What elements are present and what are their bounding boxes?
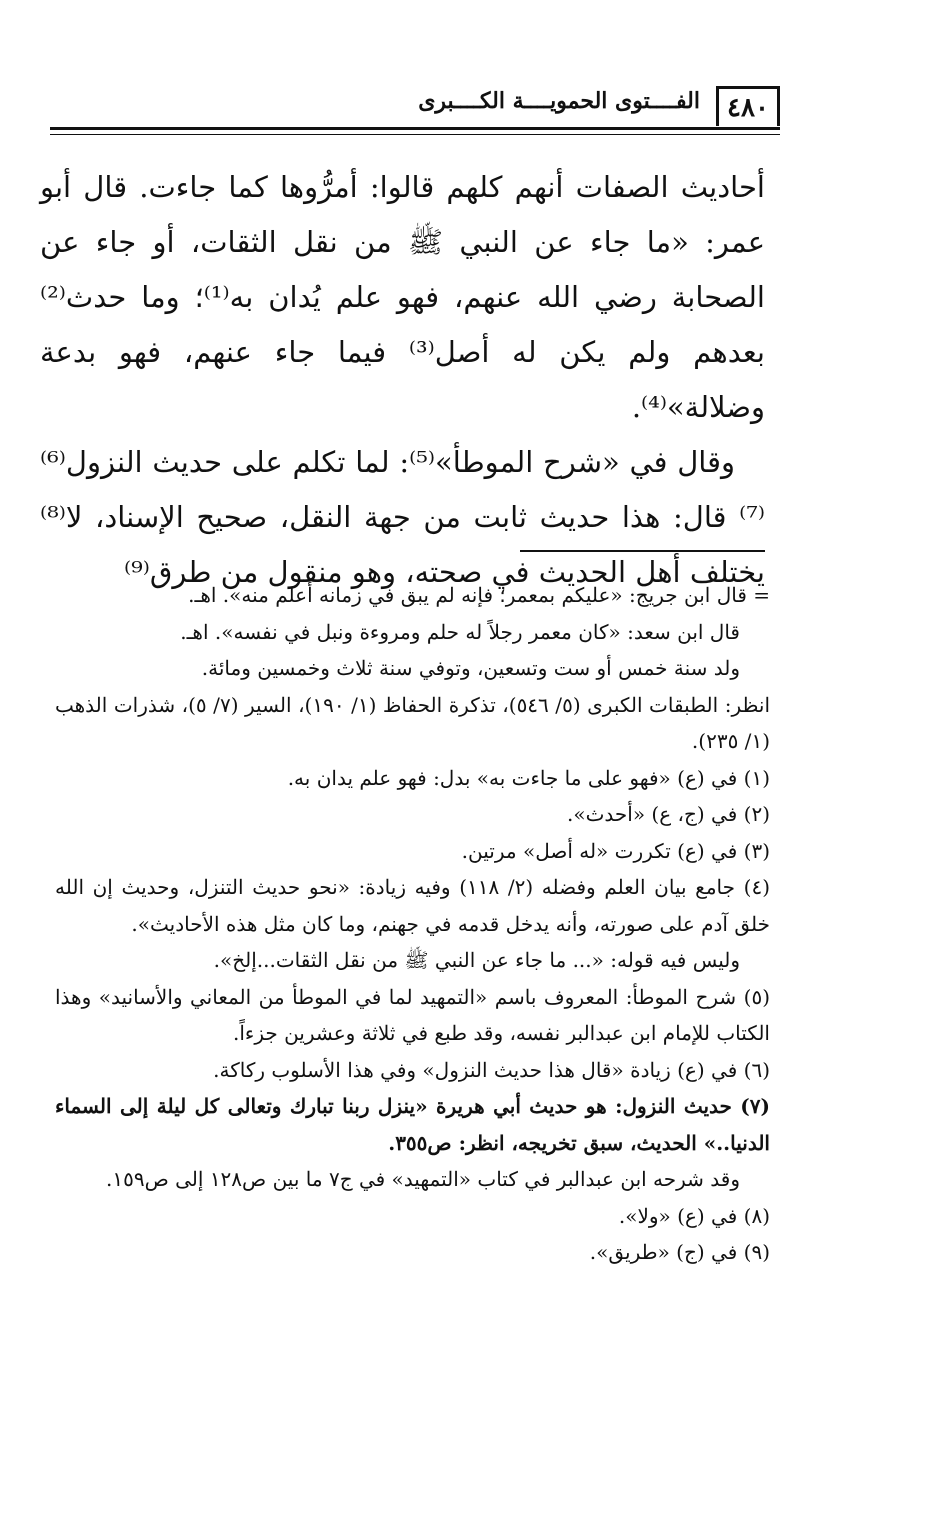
footnote-8: (٨) في (ع) «ولا».	[618, 1203, 770, 1228]
footnote-2: (٢) في (ج، ع) «أحدث».	[566, 802, 770, 826]
header-rule	[50, 127, 780, 130]
page-header	[50, 80, 780, 130]
footnote-line: ولد سنة خمس أو ست وتسعين، وتوفي سنة ثلاث وخمسين ومائة.	[201, 656, 740, 680]
footnote-6: (٦) في (ع) زيادة «قال هذا حديث النزول» وفي هذا الأسلوب ركاكة.	[213, 1057, 770, 1082]
footnote-4-continued: وليس فيه قوله: «... ما جاء عن النبي ﷺ من نقل الثقات...إلخ».	[213, 948, 740, 972]
footnote-line: انظر: الطبقات الكبرى (٥/ ٥٤٦)، تذكرة الحفاظ (١/ ١٩٠)، السير (٧/ ٥)، شذرات الذهب (١/ ٢٣٥).	[55, 692, 771, 753]
running-title: الفــــتوى الحمويــــة الكــــبرى	[418, 88, 700, 114]
footnote-5: (٥) شرح الموطأ: المعروف باسم «التمهيد لما في الموطأ من المعاني والأسانيد» وهذا الكتاب للإمام ابن عبدالبر نفسه، وقد طبع في ثلاثة وعشرين جزءاً.	[55, 984, 770, 1045]
footnote-4: (٤) جامع بيان العلم وفضله (٢/ ١١٨) وفيه زيادة: «نحو حديث التنزل، وحديث إن الله خلق آدم على صورته، وأنه يدخل قدمه في جهنم، وما كان مثل هذه الأحاديث».	[55, 875, 770, 936]
footnote-line: قال ابن سعد: «كان معمر رجلاً له حلم ومروءة ونبل في نفسه». اهـ.	[180, 619, 740, 644]
footnote-line: = قال ابن جريج: «عليكم بمعمر؛ فإنه لم يبق في زمانه أعلم منه». اهـ.	[188, 583, 770, 607]
footnote-7-continued: وقد شرحه ابن عبدالبر في كتاب «التمهيد» في ج٧ ما بين ص١٢٨ إلى ص١٥٩.	[106, 1167, 740, 1191]
footnotes	[55, 577, 770, 1271]
footnote-7: (٧) حديث النزول: هو حديث أبي هريرة «ينزل ربنا تبارك وتعالى كل ليلة إلى السماء الدنيا..» الحديث، سبق تخريجه، انظر: ص٣٥٥.	[55, 1094, 770, 1155]
main-paragraph-2: وقال في «شرح الموطأ»⁽⁵⁾: لما تكلم على حديث النزول⁽⁶⁾ ⁽⁷⁾ قال: هذا حديث ثابت من جهة النقل، صحيح الإسناد، لا⁽⁸⁾ يختلف أهل الحديث في صحته، وهو منقول من طرق⁽⁹⁾	[40, 445, 765, 589]
header-rule-thin	[50, 134, 780, 135]
footnote-3: (٣) في (ع) تكررت «له أصل» مرتين.	[461, 838, 770, 863]
footnote-9: (٩) في (ج) «طريق».	[589, 1240, 770, 1264]
footnote-1: (١) في (ع) «فهو على ما جاءت به» بدل: فهو علم يدان به.	[287, 765, 770, 790]
page-number: ٤٨٠	[716, 86, 780, 126]
footnote-separator	[520, 550, 765, 552]
main-text	[40, 160, 765, 600]
main-paragraph-1: أحاديث الصفات أنهم كلهم قالوا: أمرُّوها كما جاءت. قال أبو عمر: «ما جاء عن النبي ﷺ من نقل الثقات، أو جاء عن الصحابة رضي الله عنهم، فهو علم يُدان به⁽¹⁾؛ وما حدث⁽²⁾ بعدهم ولم يكن له أصل⁽³⁾ فيما جاء عنهم، فهو بدعة وضلالة»⁽⁴⁾.	[40, 170, 765, 424]
